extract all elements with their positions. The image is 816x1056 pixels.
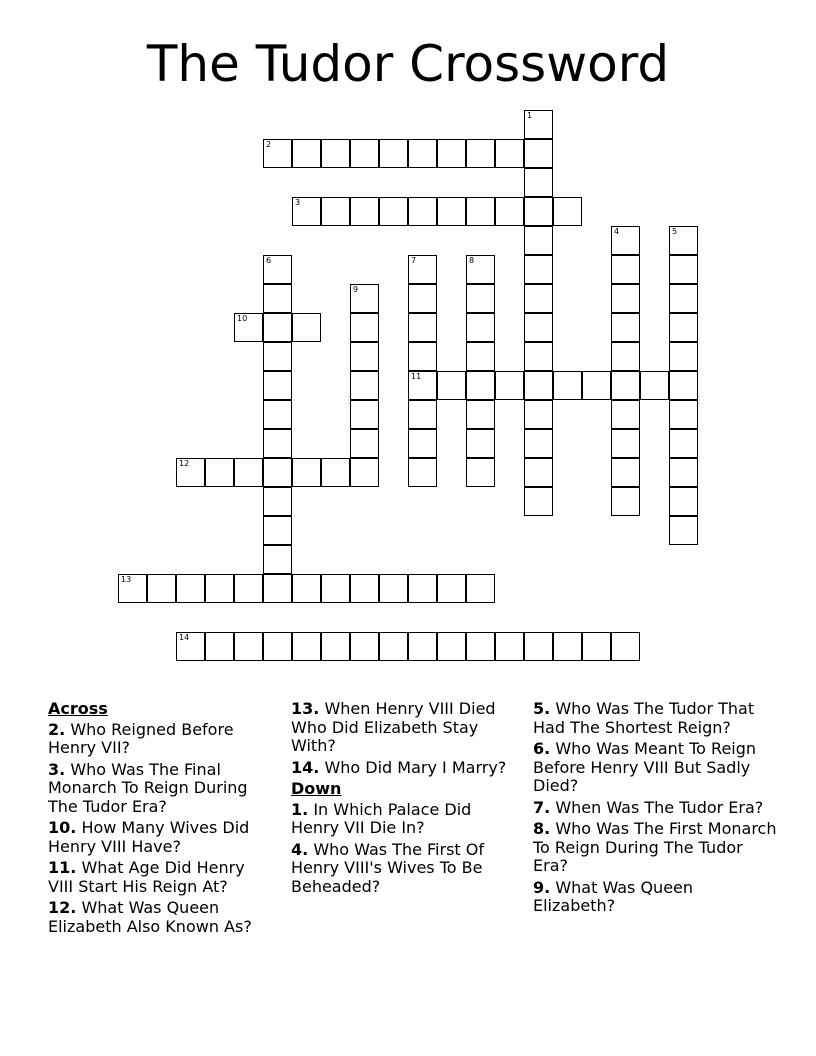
clues-column-3 — [533, 700, 778, 919]
grid-cell[interactable] — [263, 429, 292, 458]
grid-cell[interactable] — [669, 284, 698, 313]
grid-cell[interactable] — [524, 487, 553, 516]
grid-cell[interactable] — [611, 255, 640, 284]
grid-cell[interactable] — [611, 487, 640, 516]
grid-cell[interactable] — [379, 197, 408, 226]
grid-cell[interactable] — [408, 313, 437, 342]
grid-cell[interactable] — [495, 371, 524, 400]
grid-cell[interactable] — [176, 632, 205, 661]
grid-cell[interactable] — [553, 371, 582, 400]
grid-cell[interactable] — [524, 197, 553, 226]
grid-cell[interactable] — [524, 632, 553, 661]
grid-cell[interactable] — [408, 574, 437, 603]
grid-cell[interactable] — [263, 487, 292, 516]
grid-cell[interactable] — [292, 197, 321, 226]
grid-cell[interactable] — [350, 458, 379, 487]
grid-cell[interactable] — [234, 574, 263, 603]
grid-cell[interactable] — [408, 139, 437, 168]
grid-cell[interactable] — [292, 139, 321, 168]
grid-cell[interactable] — [408, 255, 437, 284]
grid-cell[interactable] — [669, 371, 698, 400]
grid-cell[interactable] — [553, 197, 582, 226]
grid-cell[interactable] — [263, 371, 292, 400]
grid-cell[interactable] — [611, 458, 640, 487]
across-clue-14: 14. Who Did Mary I Marry? — [291, 757, 507, 777]
grid-cell[interactable] — [466, 458, 495, 487]
grid-cell[interactable] — [524, 110, 553, 139]
grid-cell[interactable] — [408, 632, 437, 661]
clues-column-2 — [291, 700, 516, 899]
grid-cell[interactable] — [466, 284, 495, 313]
grid-cell[interactable] — [611, 226, 640, 255]
grid-cell[interactable] — [495, 197, 524, 226]
cell-number: 9 — [353, 285, 359, 294]
grid-cell[interactable] — [582, 371, 611, 400]
grid-cell[interactable] — [408, 400, 437, 429]
grid-cell[interactable] — [350, 632, 379, 661]
across-clue-13: 13. When Henry VIII Died Who Did Elizabeth Stay With? — [291, 699, 496, 755]
grid-cell[interactable] — [466, 400, 495, 429]
grid-cell[interactable] — [350, 574, 379, 603]
grid-cell[interactable] — [466, 342, 495, 371]
grid-cell[interactable] — [524, 371, 553, 400]
grid-cell[interactable] — [408, 197, 437, 226]
grid-cell[interactable] — [466, 429, 495, 458]
cell-number: 5 — [672, 227, 678, 236]
across-clue-11: 11. What Age Did Henry VIII Start His Reign At? — [48, 858, 245, 896]
grid-cell[interactable] — [466, 255, 495, 284]
grid-cell[interactable] — [437, 197, 466, 226]
cell-number: 2 — [266, 140, 272, 149]
grid-cell[interactable] — [669, 400, 698, 429]
grid-cell[interactable] — [263, 284, 292, 313]
grid-cell[interactable] — [524, 139, 553, 168]
cell-number: 10 — [237, 314, 248, 323]
cell-number: 6 — [266, 256, 272, 265]
grid-cell[interactable] — [611, 342, 640, 371]
grid-cell[interactable] — [640, 371, 669, 400]
grid-cell[interactable] — [437, 139, 466, 168]
grid-cell[interactable] — [669, 255, 698, 284]
grid-cell[interactable] — [263, 516, 292, 545]
grid-cell[interactable] — [669, 313, 698, 342]
grid-cell[interactable] — [466, 139, 495, 168]
grid-cell[interactable] — [466, 632, 495, 661]
across-clue-10: 10. How Many Wives Did Henry VIII Have? — [48, 818, 250, 856]
grid-cell[interactable] — [147, 574, 176, 603]
across-clue-2: 2. Who Reigned Before Henry VII? — [48, 719, 234, 757]
grid-cell[interactable] — [524, 168, 553, 197]
cell-number: 11 — [411, 372, 422, 381]
grid-cell[interactable] — [437, 371, 466, 400]
grid-cell[interactable] — [524, 226, 553, 255]
grid-cell[interactable] — [205, 458, 234, 487]
grid-cell[interactable] — [495, 632, 524, 661]
grid-cell[interactable] — [350, 197, 379, 226]
grid-cell[interactable] — [263, 313, 292, 342]
down-clue-5: 5. Who Was The Tudor That Had The Shortest Reign? — [533, 699, 755, 737]
grid-cell[interactable] — [350, 371, 379, 400]
grid-cell[interactable] — [408, 371, 437, 400]
grid-cell[interactable] — [524, 342, 553, 371]
grid-cell[interactable] — [611, 371, 640, 400]
clues-column-1 — [48, 700, 273, 939]
grid-cell[interactable] — [466, 574, 495, 603]
grid-cell[interactable] — [292, 574, 321, 603]
down-clue-4: 4. Who Was The First Of Henry VIII's Wives To Be Beheaded? — [291, 839, 484, 896]
cell-number: 3 — [295, 198, 301, 207]
grid-cell[interactable] — [524, 458, 553, 487]
grid-cell[interactable] — [379, 139, 408, 168]
grid-cell[interactable] — [379, 632, 408, 661]
grid-cell[interactable] — [263, 400, 292, 429]
down-clue-1: 1. In Which Palace Did Henry VII Die In? — [291, 799, 472, 837]
down-clue-9: 9. What Was Queen Elizabeth? — [533, 877, 694, 915]
cell-number: 1 — [527, 111, 533, 120]
grid-cell[interactable] — [350, 313, 379, 342]
grid-cell[interactable] — [408, 284, 437, 313]
grid-cell[interactable] — [321, 197, 350, 226]
grid-cell[interactable] — [408, 429, 437, 458]
grid-cell[interactable] — [437, 632, 466, 661]
grid-cell[interactable] — [408, 458, 437, 487]
grid-cell[interactable] — [118, 574, 147, 603]
down-clue-7: 7. When Was The Tudor Era? — [533, 797, 764, 817]
grid-cell[interactable] — [205, 632, 234, 661]
grid-cell[interactable] — [524, 429, 553, 458]
grid-cell[interactable] — [466, 197, 495, 226]
grid-cell[interactable] — [263, 255, 292, 284]
cell-number: 4 — [614, 227, 620, 236]
grid-cell[interactable] — [234, 632, 263, 661]
cell-number: 13 — [121, 575, 132, 584]
grid-cell[interactable] — [176, 574, 205, 603]
across-clue-12: 12. What Was Queen Elizabeth Also Known As? — [48, 898, 252, 936]
page-title: The Tudor Crossword — [146, 35, 670, 93]
grid-cell[interactable] — [350, 342, 379, 371]
grid-cell[interactable] — [263, 342, 292, 371]
grid-cell[interactable] — [611, 313, 640, 342]
grid-cell[interactable] — [408, 342, 437, 371]
grid-cell[interactable] — [669, 458, 698, 487]
down-clue-8: 8. Who Was The First Monarch To Reign During The Tudor Era? — [533, 819, 777, 875]
grid-cell[interactable] — [234, 458, 263, 487]
grid-cell[interactable] — [263, 632, 292, 661]
grid-cell[interactable] — [321, 632, 350, 661]
grid-cell[interactable] — [524, 284, 553, 313]
across-clue-3: 3. Who Was The Final Monarch To Reign During The Tudor Era? — [48, 759, 248, 816]
grid-cell[interactable] — [350, 429, 379, 458]
grid-cell[interactable] — [205, 574, 234, 603]
grid-cell[interactable] — [611, 632, 640, 661]
grid-cell[interactable] — [379, 574, 408, 603]
cell-number: 12 — [179, 459, 190, 468]
grid-cell[interactable] — [611, 400, 640, 429]
grid-cell[interactable] — [669, 342, 698, 371]
grid-cell[interactable] — [321, 139, 350, 168]
grid-cell[interactable] — [524, 255, 553, 284]
grid-cell[interactable] — [669, 429, 698, 458]
grid-cell[interactable] — [553, 632, 582, 661]
grid-cell[interactable] — [669, 226, 698, 255]
grid-cell[interactable] — [466, 313, 495, 342]
cell-number: 8 — [469, 256, 475, 265]
grid-cell[interactable] — [234, 313, 263, 342]
grid-cell[interactable] — [292, 458, 321, 487]
grid-cell[interactable] — [350, 284, 379, 313]
grid-cell[interactable] — [263, 458, 292, 487]
down-clue-6: 6. Who Was Meant To Reign Before Henry VIII But Sadly Died? — [533, 739, 757, 795]
grid-cell[interactable] — [466, 371, 495, 400]
grid-cell[interactable] — [582, 632, 611, 661]
grid-cell[interactable] — [263, 545, 292, 574]
grid-cell[interactable] — [611, 284, 640, 313]
across-heading: Across — [48, 699, 108, 718]
grid-cell[interactable] — [437, 574, 466, 603]
grid-cell[interactable] — [292, 313, 321, 342]
grid-cell[interactable] — [350, 400, 379, 429]
grid-cell[interactable] — [321, 458, 350, 487]
grid-cell[interactable] — [611, 429, 640, 458]
grid-cell[interactable] — [669, 516, 698, 545]
grid-cell[interactable] — [524, 400, 553, 429]
grid-cell[interactable] — [669, 487, 698, 516]
grid-cell[interactable] — [263, 139, 292, 168]
grid-cell[interactable] — [321, 574, 350, 603]
grid-cell[interactable] — [292, 632, 321, 661]
grid-cell[interactable] — [524, 313, 553, 342]
cell-number: 14 — [179, 633, 190, 642]
cell-number: 7 — [411, 256, 417, 265]
grid-cell[interactable] — [495, 139, 524, 168]
down-heading: Down — [291, 779, 342, 798]
grid-cell[interactable] — [350, 139, 379, 168]
grid-cell[interactable] — [263, 574, 292, 603]
grid-cell[interactable] — [176, 458, 205, 487]
